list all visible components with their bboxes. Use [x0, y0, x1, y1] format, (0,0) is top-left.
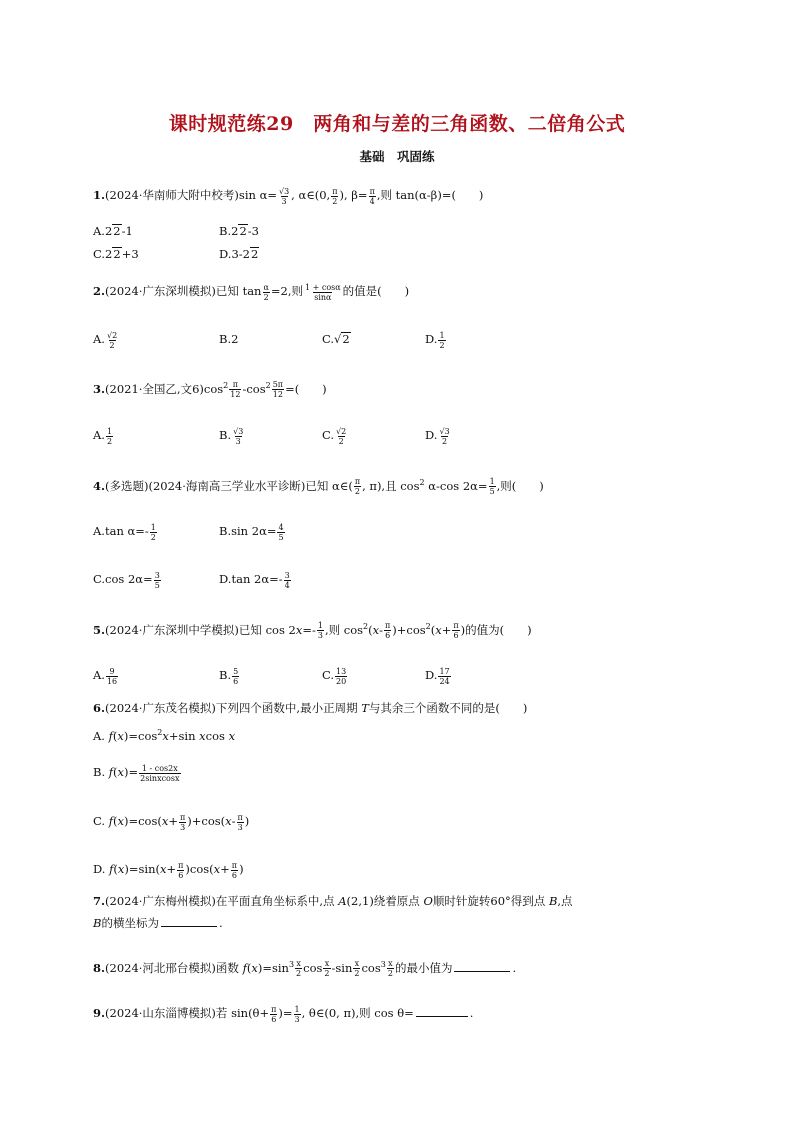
option-a[interactable]: A.22-1	[93, 224, 133, 238]
option-a[interactable]: A.tan α=- $\frac{1}{2}$	[93, 522, 156, 542]
option-d[interactable]: D. $\frac{√3}{2}$	[425, 426, 450, 446]
page-title: 课时规范练29 两角和与差的三角函数、二倍角公式	[168, 113, 626, 135]
option-b[interactable]: B.sin 2α= $\frac{4}{5}$	[219, 522, 284, 542]
question-1: 1.(2024·华南师大附中校考)sin α= $\frac{√3}{3}$ , α∈(0, $\frac{\pi}{2}$ ), β= $\frac{\pi}{4}$ ,则 tan(α-β)=( )	[93, 186, 484, 206]
option-b[interactable]: B. f(x)= $\frac{1 - \cos 2x}{\text{2sinxcosx}}$	[93, 763, 180, 783]
question-9: 9.(2024·山东淄博模拟)若 sin(θ+ $\frac{\pi}{6}$ )= $\frac{1}{3}$ , θ∈(0, π),则 cos θ= .	[93, 1004, 474, 1024]
option-b[interactable]: B.22-3	[219, 224, 259, 238]
option-a[interactable]: A. $\frac{√2}{2}$	[93, 330, 118, 350]
option-a[interactable]: A. $\frac{9}{16}$	[93, 666, 118, 686]
option-c[interactable]: C.cos 2α= $\frac{3}{5}$	[93, 570, 160, 590]
question-8: 8.(2024·河北邢台模拟)函数 $f(x)=\sin^3$ $\frac{x}{2}$ cos $\frac{x}{2}$ -sin $\frac{x}{2}$ $\cos^3$ $\frac{x}{2}$ 的最小值为 .	[93, 959, 517, 979]
option-c[interactable]: C. $\frac{13}{20}$	[322, 666, 347, 686]
option-d[interactable]: D. f(x)=sin(x+ $\frac{\pi}{6}$ )cos(x+ $\frac{\pi}{6}$ )	[93, 860, 244, 880]
answer-blank[interactable]	[161, 914, 217, 927]
option-d[interactable]: D.3-22	[219, 247, 259, 261]
option-a[interactable]: A. $\frac{1}{2}$	[93, 426, 113, 446]
question-4: 4.(多选题)(2024·海南高三学业水平诊断)已知 α∈( $\frac{\pi}{2}$ , π),且 $\cos^2 \alpha-\cos$ 2α= $\frac{1}{5}$ ,则( )	[93, 477, 544, 497]
option-d[interactable]: D. $\frac{17}{24}$	[425, 666, 450, 686]
option-d[interactable]: D.tan 2α=- $\frac{3}{4}$	[219, 570, 290, 590]
option-b[interactable]: B. $\frac{5}{6}$	[219, 666, 239, 686]
question-7: 7.(2024·广东梅州模拟)在平面直角坐标系中,点 A(2,1)绕着原点 O顺时针旋转60°得到点 B,点	[93, 894, 573, 908]
question-7-cont: B的横坐标为 .	[93, 916, 223, 930]
question-number: 1.	[93, 188, 106, 202]
option-d[interactable]: D. $\frac{1}{2}$	[425, 330, 445, 350]
section-subtitle: 基础 巩固练	[359, 149, 435, 164]
question-3: 3.(2021·全国乙,文$6)\cos^2$ $\frac{\pi}{12}$ $-\cos^2$ $\frac{5\pi}{12}$ =( )	[93, 380, 327, 400]
option-c[interactable]: C.22+3	[93, 247, 139, 261]
question-2: 2.(2024·广东深圳模拟)已知 tan $\frac{\alpha}{2}$ =2,则 $\frac{1 + \cos\alpha}{\sin\alpha}$ 的值是( )	[93, 282, 410, 302]
option-b[interactable]: B.2	[219, 332, 239, 346]
question-source: (2024·华南师大附中校考)	[105, 188, 239, 202]
option-a[interactable]: A. $f(x)=\cos^2x+\sin$ xcos x	[93, 728, 236, 743]
option-c[interactable]: C.√2	[322, 332, 350, 346]
question-5: 5.(2024·广东深圳中学模拟)已知 cos 2x=- $\frac{1}{3}$ ,则 $\cos^2(x-$ $\frac{\pi}{6}$ )$+\cos^2(x+$ $\frac{\pi}{6}$ )的值为( )	[93, 621, 532, 641]
answer-blank[interactable]	[416, 1004, 468, 1017]
option-c[interactable]: C. f(x)=cos(x+ $\frac{\pi}{3}$ )+cos(x- $\frac{\pi}{3}$ )	[93, 812, 250, 832]
answer-blank[interactable]	[454, 959, 510, 972]
question-6: 6.(2024·广东茂名模拟)下列四个函数中,最小正周期 T与其余三个函数不同的是( )	[93, 701, 528, 715]
option-b[interactable]: B. $\frac{√3}{3}$	[219, 426, 244, 446]
option-c[interactable]: C. $\frac{√2}{2}$	[322, 426, 347, 446]
